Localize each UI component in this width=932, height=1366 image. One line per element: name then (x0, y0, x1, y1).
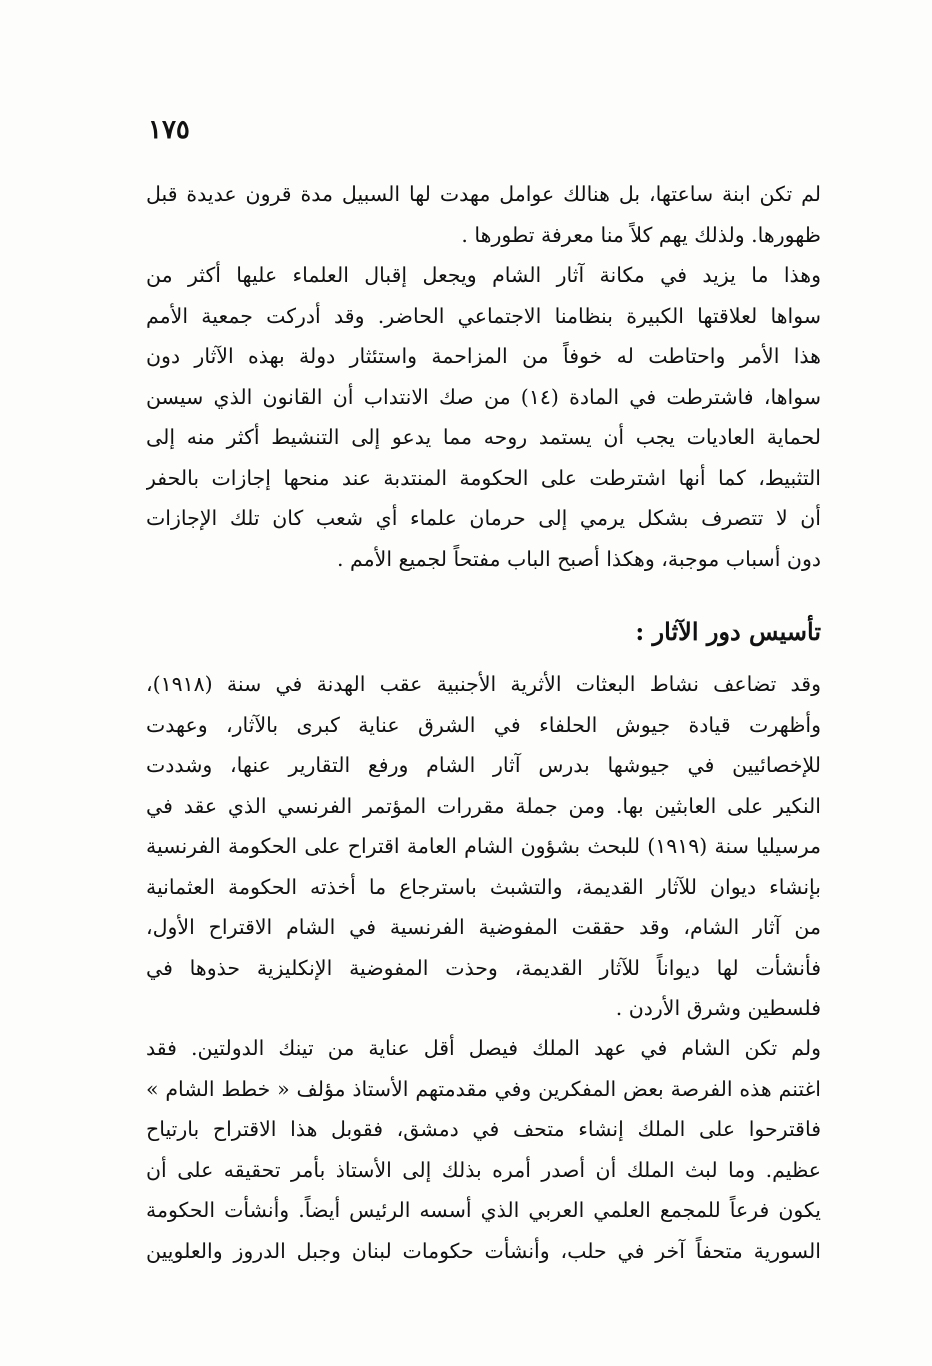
section-heading: تأسيس دور الآثار : (635, 617, 821, 646)
text-line: هذا الأمر واحتاطت له خوفاً من المزاحمة واستئثار دولة بهذه الآثار دون (146, 344, 821, 368)
text-line: سواها لعلاقتها الكبيرة بنظامنا الاجتماعي الحاضر. وقد أدركت جمعية الأمم (146, 303, 821, 328)
text-line: دون أسباب موجبة، وهكذا أصبح الباب مفتحاً لجميع الأمم . (336, 546, 821, 571)
text-line: لحماية العاديات يجب أن يستمد روحه مما يدعو إلى التنشيط أكثر منه إلى (146, 425, 821, 449)
text-line: النكير على العابثين بها. ومن جملة مقررات المؤتمر الفرنسي الذي عقد في (146, 793, 821, 818)
text-line: فلسطين وشرق الأردن . (615, 996, 821, 1020)
text-line: سواها، فاشترطت في المادة (١٤) من صك الانتداب أن القانون الذي سيسن (146, 384, 821, 409)
text-line: السورية متحفاً آخر في حلب، وأنشأت حكومات لبنان وجبل الدروز والعلويين (146, 1238, 821, 1263)
text-line: مرسيليا سنة (١٩١٩) للبحث بشؤون الشام العامة اقتراح على الحكومة الفرنسية (146, 834, 821, 858)
text-line: وأظهرت قيادة جيوش الحلفاء في الشرق عناية كبرى بالآثار، وعهدت (146, 712, 821, 737)
text-line: أن لا تتصرف بشكل يرمي إلى حرمان علماء أي شعب كان تلك الإجازات (146, 506, 821, 530)
paragraph-2 (146, 255, 821, 579)
text-line: لم تكن ابنة ساعتها، بل هنالك عوامل مهدت لها السبيل مدة قرون عديدة قبل (146, 182, 821, 206)
text-line: فأنشأت لها ديواناً للآثار القديمة، وحذت المفوضية الإنكليزية حذوها في (146, 955, 821, 980)
text-line: ظهورها. ولذلك يهم كلاً منا معرفة تطورها . (461, 222, 821, 247)
text-line: يكون فرعاً للمجمع العلمي العربي الذي أسسه الرئيس أيضاً. وأنشأت الحكومة (146, 1198, 821, 1222)
text-line: ولم تكن الشام في عهد الملك فيصل أقل عناية من تينك الدولتين. فقد (146, 1036, 821, 1060)
text-line: بإنشاء ديوان للآثار القديمة، والتشبث باسترجاع ما أخذته الحكومة العثمانية (146, 874, 821, 899)
text-line: عظيم. وما لبث الملك أن أصدر أمره بذلك إلى الأستاذ بأمر تحقيقه على أن (146, 1157, 821, 1182)
paragraph-3 (146, 664, 821, 1029)
text-line: فاقترحوا على الملك إنشاء متحف في دمشق، فقوبل هذا الاقتراح بارتياح (146, 1117, 821, 1141)
text-line: وهذا ما يزيد في مكانة آثار الشام ويجعل إقبال العلماء عليها أكثر من (146, 263, 821, 287)
text-line: اغتنم هذه الفرصة بعض المفكرين وفي مقدمتهم الأستاذ مؤلف « خطط الشام » (146, 1076, 821, 1101)
text-line: التثبيط، كما أنها اشترطت على الحكومة المنتدبة عند منحها إجازات بالحفر (146, 465, 821, 490)
text-line: وقد تضاعف نشاط البعثات الأثرية الأجنبية عقب الهدنة في سنة (١٩١٨)، (146, 672, 821, 696)
page-number: ١٧٥ (148, 115, 190, 145)
text-line: للإخصائيين في جيوشها بدرس آثار الشام ورفع التقارير عنها، وشددت (146, 753, 821, 777)
text-line: من آثار الشام، وقد حققت المفوضية الفرنسية في الشام الاقتراح الأول، (146, 915, 821, 939)
paragraph-4 (146, 1028, 821, 1271)
paragraph-1 (146, 174, 821, 255)
